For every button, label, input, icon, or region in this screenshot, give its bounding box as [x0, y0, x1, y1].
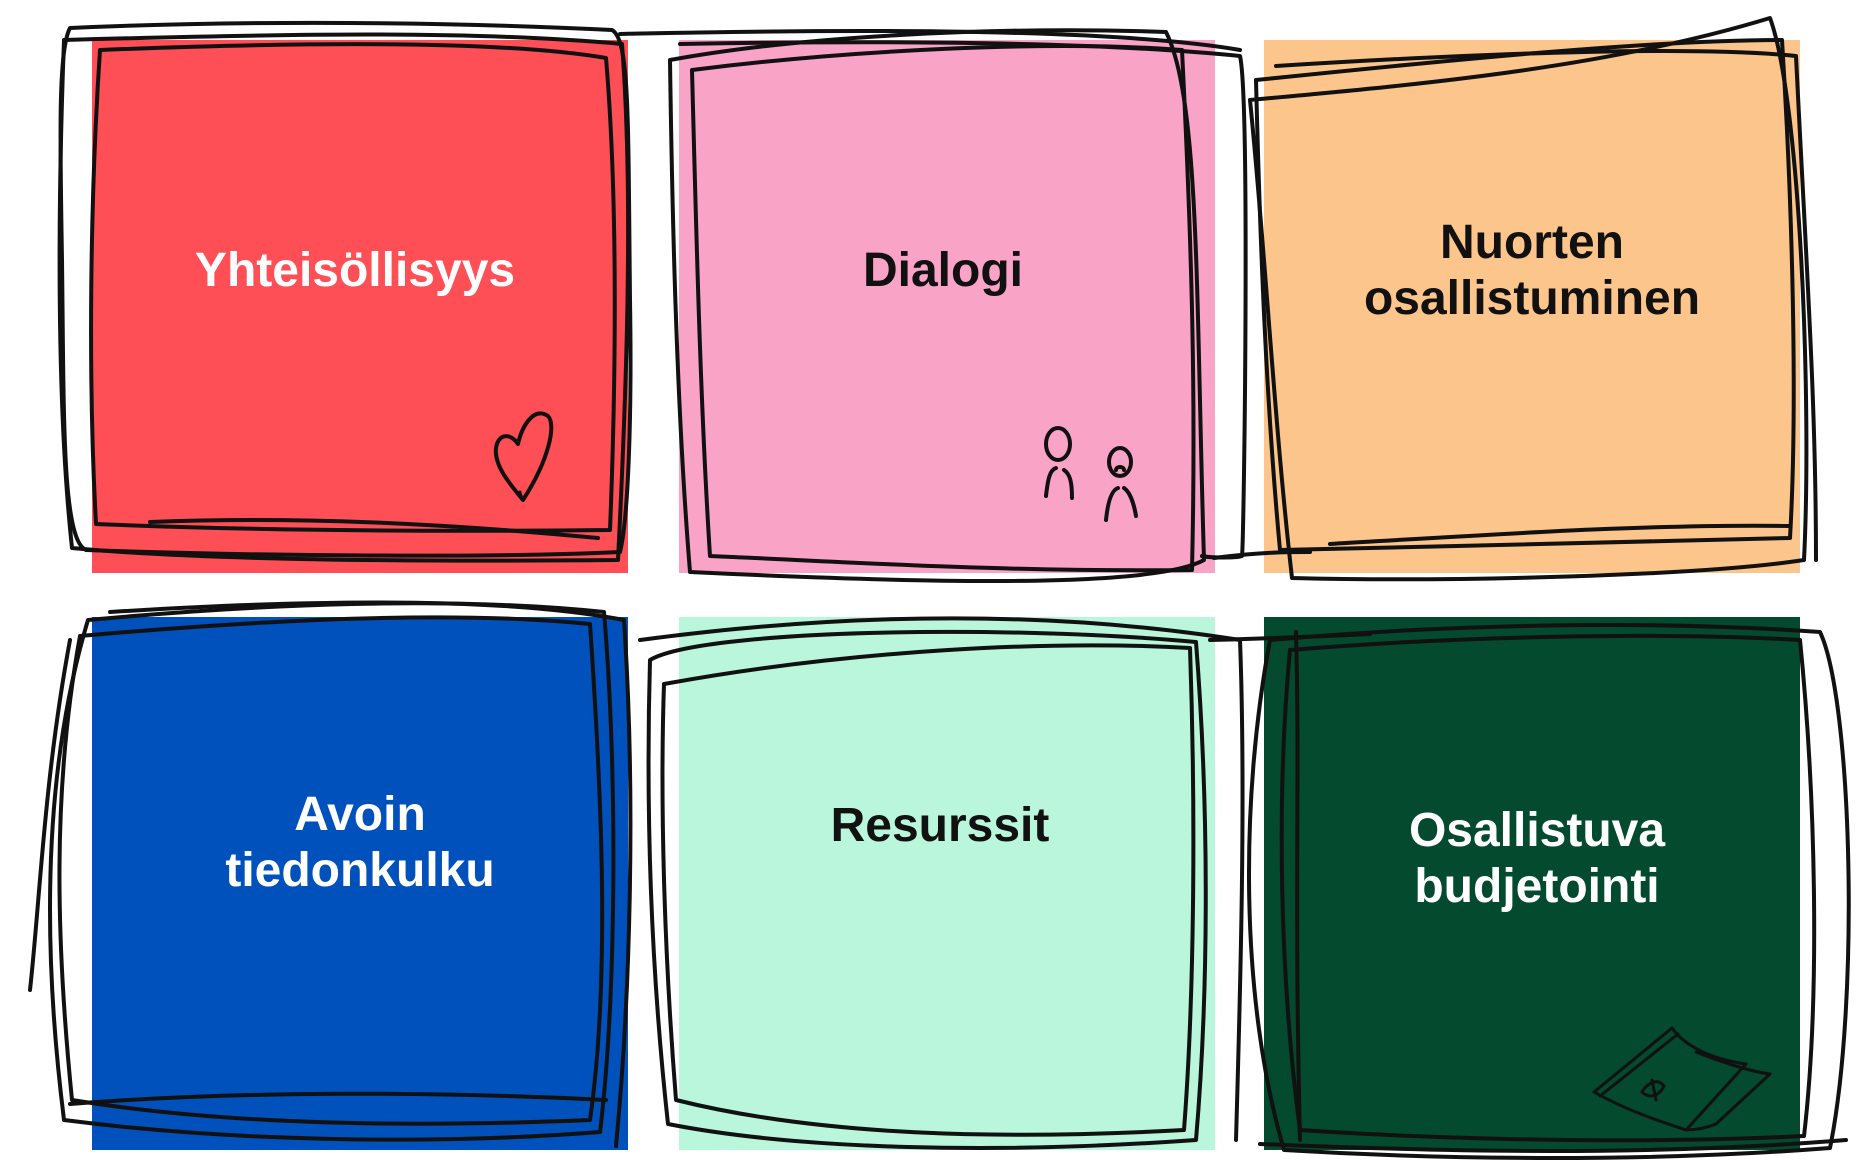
tile-resurssit — [679, 617, 1215, 1150]
tile-label: Resurssit — [830, 798, 1050, 852]
tile-avoin-tiedonkulku — [92, 617, 628, 1150]
tile-label: Dialogi — [862, 243, 1023, 297]
heart-icon — [490, 404, 556, 508]
tile-nuorten-osallistuminen — [1264, 40, 1800, 573]
tile-label: Nuorten osallistuminen — [1363, 216, 1701, 325]
money-icon — [1586, 1020, 1776, 1136]
scribble-outline — [30, 640, 70, 990]
tile-label: Avoin tiedonkulku — [225, 788, 495, 897]
people-icon — [1030, 418, 1146, 526]
tile-label: Yhteisöllisyys — [194, 243, 516, 297]
tile-label: Osallistuva budjetointi — [1408, 804, 1666, 913]
